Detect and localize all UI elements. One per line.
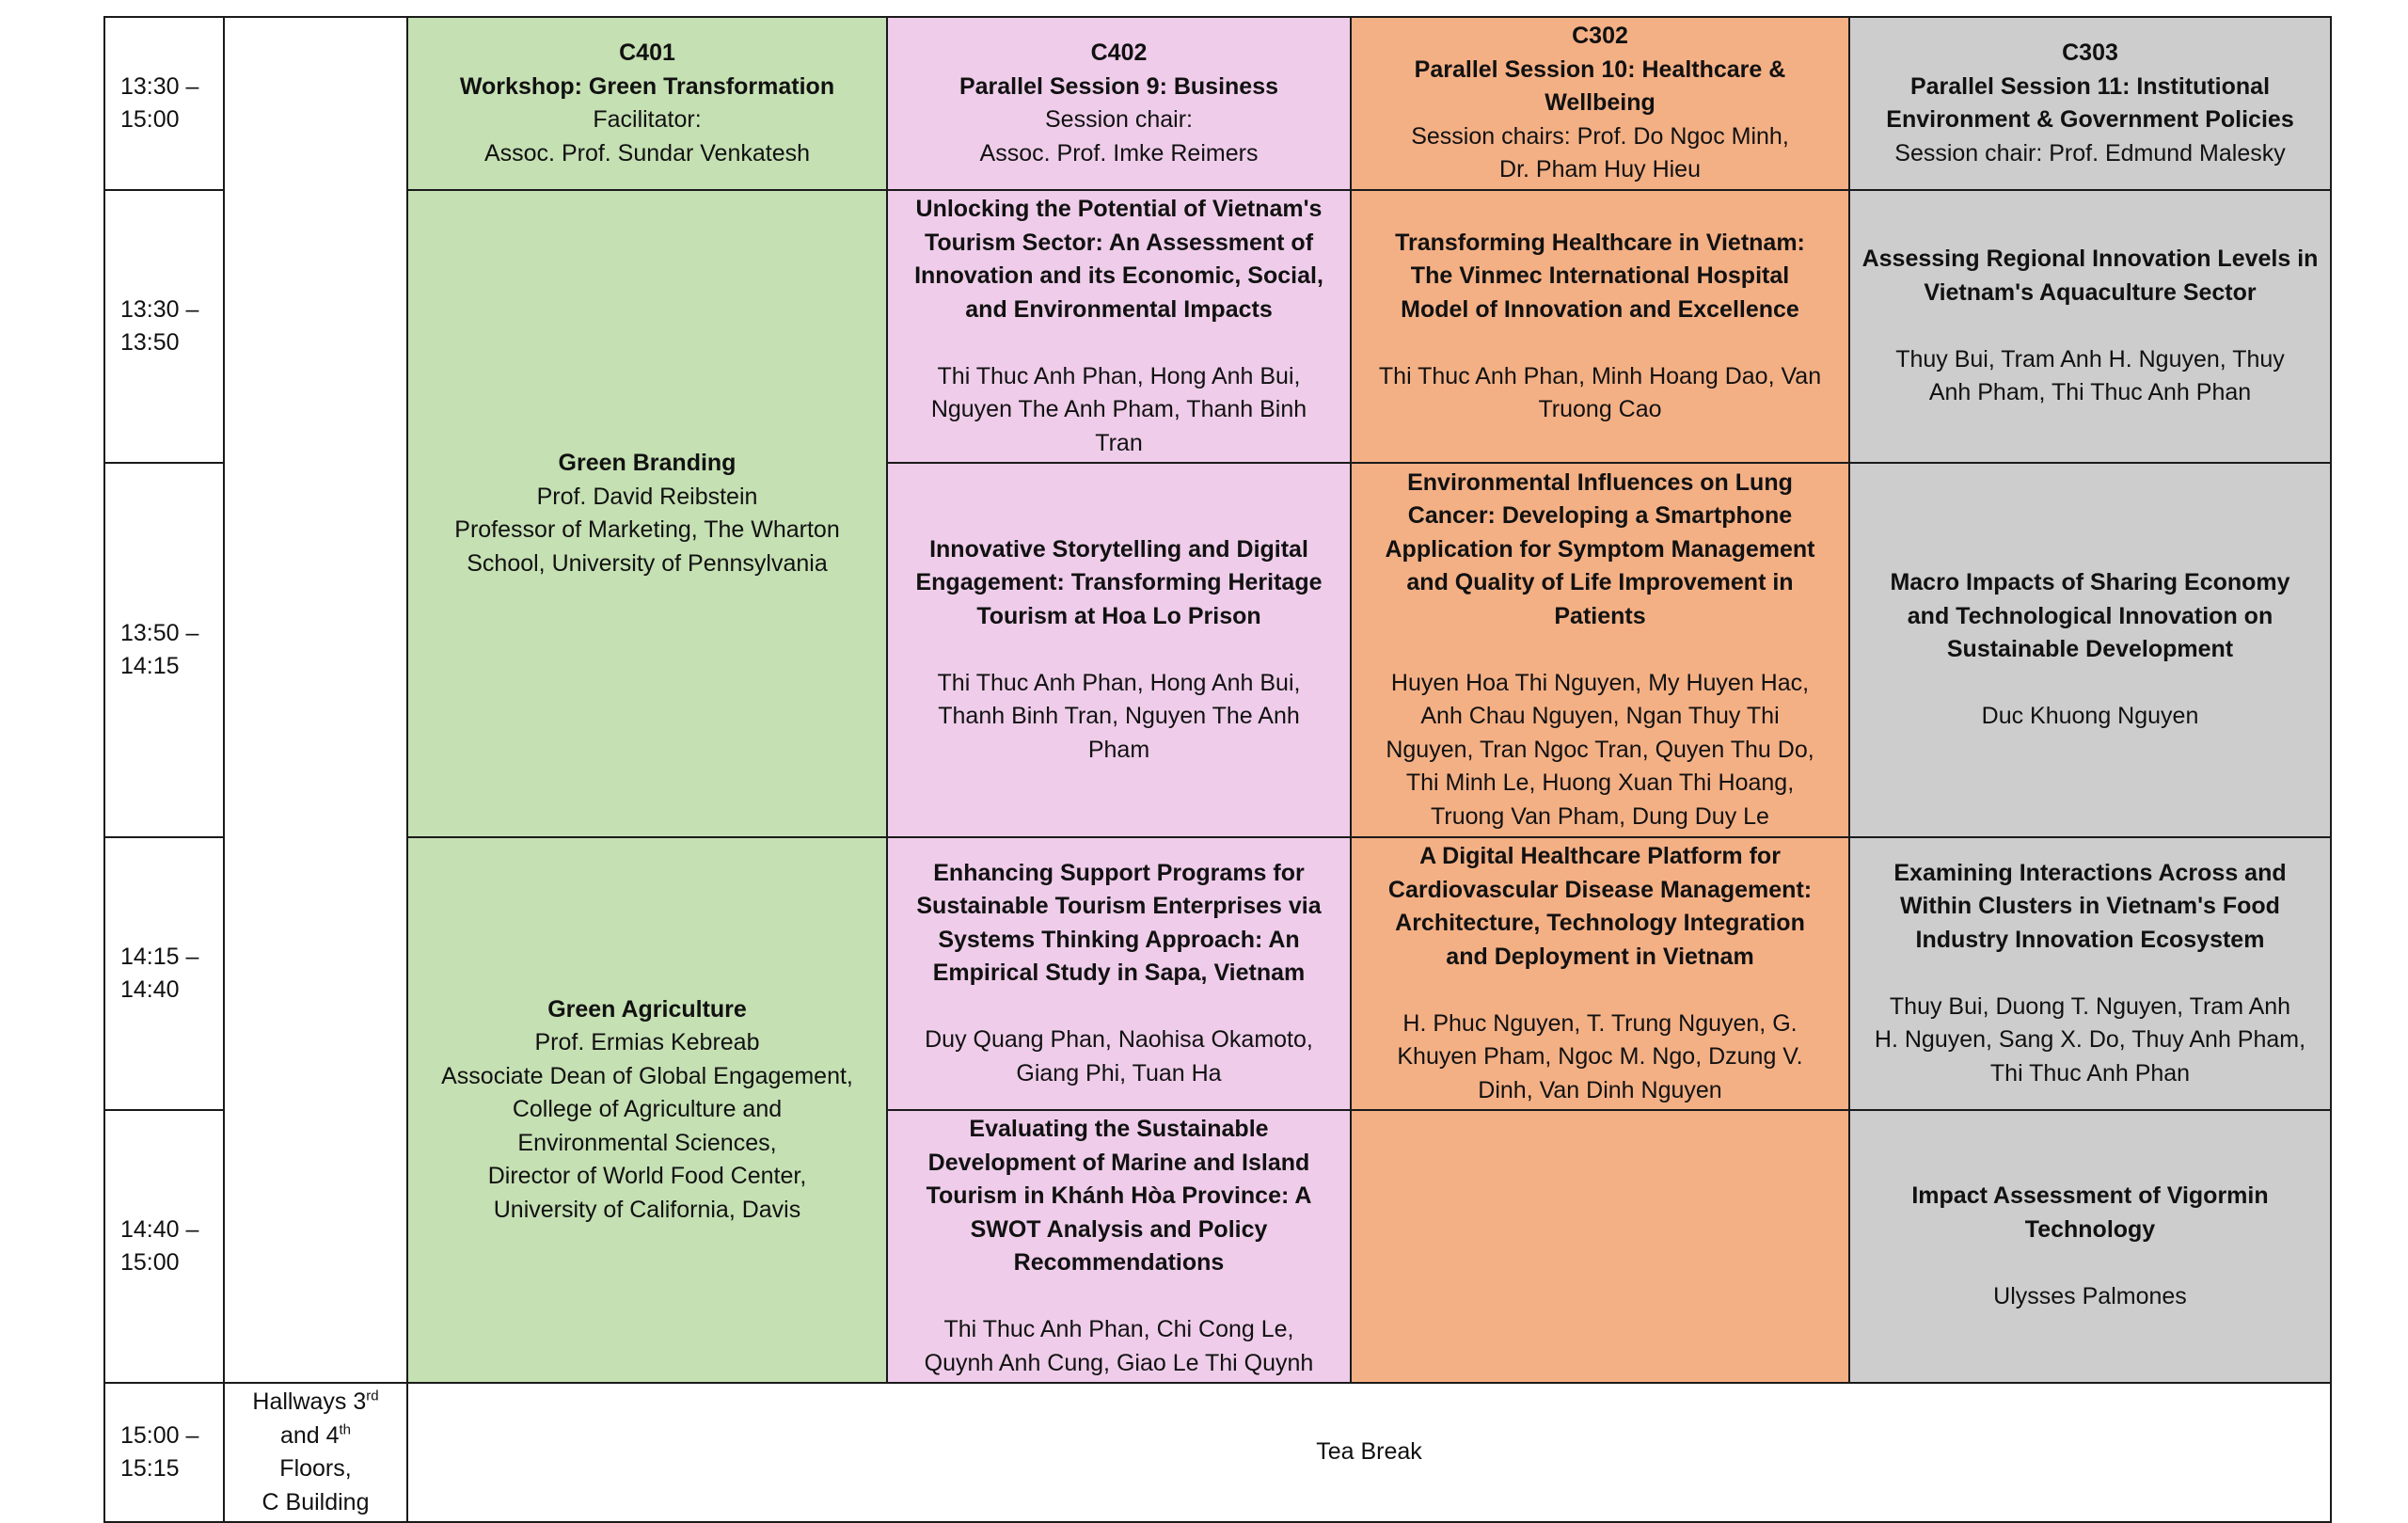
chair-name: Assoc. Prof. Sundar Venkatesh (483, 139, 811, 167)
paper-title: Transforming Healthcare in Vietnam: The Vinmec International Hospital Model of Innovation and Excellence (1395, 229, 1805, 323)
time-slot: 14:15 – 14:40 (104, 837, 224, 1110)
session-header-c402 (887, 17, 1351, 190)
room-label: C302 (1572, 23, 1628, 50)
paper-title: A Digital Healthcare Platform for Cardiovascular Disease Management: Architecture, Technology Integration and Deployment in Vietnam (1387, 843, 1813, 970)
paper-cell (1849, 837, 2331, 1110)
paper-authors: Thi Thuc Anh Phan, Hong Anh Bui, Thanh Binh Tran, Nguyen The Anh Pham (937, 669, 1301, 763)
session-title: Environment & Government Policies (1886, 106, 2294, 133)
session-header-c302 (1351, 17, 1849, 190)
paper-cell (1849, 1110, 2331, 1383)
paper-authors: Thi Thuc Anh Phan, Minh Hoang Dao, Van Truong Cao (1378, 362, 1822, 422)
paper-authors: Thuy Bui, Duong T. Nguyen, Tram Anh H. Nguyen, Sang X. Do, Thuy Anh Pham, Thi Thuc Anh Phan (1874, 992, 2306, 1087)
paper-title: Evaluating the Sustainable Development of Marine and Island Tourism in Khánh Hòa Province: A SWOT Analysis and Policy Recommendations (926, 1116, 1312, 1276)
room-label: C401 (619, 40, 675, 66)
paper-cell (887, 463, 1351, 837)
paper-cell (1351, 837, 1849, 1110)
paper-authors: Thi Thuc Anh Phan, Chi Cong Le, Quynh Anh Cung, Giao Le Thi Quynh (924, 1316, 1314, 1376)
workshop-green-branding: Green Branding Prof. David Reibstein Professor of Marketing, The Wharton School, University of Pennsylvania (407, 190, 887, 837)
paper-title: Innovative Storytelling and Digital Engagement: Transforming Heritage Tourism at Hoa Lo Prison (915, 535, 1323, 629)
paper-title: Assessing Regional Innovation Levels in Vietnam's Aquaculture Sector (1861, 246, 2319, 306)
paper-title: Unlocking the Potential of Vietnam's Tourism Sector: An Assessment of Innovation and its Economic, Social, and Environmental Impacts (914, 196, 1323, 323)
paper-title: Enhancing Support Programs for Sustainable Tourism Enterprises via Systems Thinking Approach: An Empirical Study in Sapa, Vietnam (916, 859, 1322, 987)
paper-cell (887, 837, 1351, 1110)
session-title: Parallel Session 11: Institutional (1909, 72, 2271, 100)
chair-name: Dr. Pham Huy Hieu (1499, 156, 1701, 183)
session-title: Workshop: Green Transformation (459, 72, 835, 100)
tea-break-cell (407, 1383, 2331, 1522)
paper-cell (887, 1110, 1351, 1383)
paper-cell (1849, 190, 2331, 463)
paper-authors: Thi Thuc Anh Phan, Hong Anh Bui, Nguyen The Anh Pham, Thanh Binh Tran (930, 362, 1307, 456)
schedule-table (103, 16, 2332, 1523)
session-header-row (104, 17, 2331, 190)
paper-title: Impact Assessment of Vigormin Technology (1911, 1182, 2269, 1243)
time-slot: 15:00 – 15:15 (104, 1383, 224, 1522)
room-label: C303 (2062, 40, 2118, 66)
paper-cell (887, 190, 1351, 463)
session-title: Parallel Session 10: Healthcare & (1414, 56, 1786, 83)
schedule-row (104, 837, 2331, 1110)
paper-authors: Duc Khuong Nguyen (1981, 703, 2199, 730)
workshop-title: Green Branding (558, 450, 737, 476)
session-header-c401 (407, 17, 887, 190)
workshop-title: Green Agriculture (547, 995, 747, 1023)
tea-break-row (104, 1383, 2331, 1522)
paper-title: Environmental Influences on Lung Cancer: Developing a Smartphone Application for Symptom Management and Quality of Life Improvement in Patients (1385, 468, 1815, 629)
time-slot: 13:30 – 13:50 (104, 190, 224, 463)
paper-authors: Thuy Bui, Tram Anh H. Nguyen, Thuy Anh Pham, Thi Thuc Anh Phan (1895, 345, 2285, 406)
paper-title: Examining Interactions Across and Within Clusters in Vietnam's Food Industry Innovation Ecosystem (1893, 859, 2287, 953)
paper-authors: H. Phuc Nguyen, T. Trung Nguyen, G. Khuyen Pham, Ngoc M. Ngo, Dzung V. Dinh, Van Dinh Nguyen (1397, 1009, 1803, 1103)
session-title: Wellbeing (1545, 89, 1656, 117)
chair-label: Facilitator: (593, 106, 702, 133)
chair-label: Session chair: (1044, 106, 1194, 133)
tea-break-label: Tea Break (1316, 1438, 1422, 1466)
paper-authors: Duy Quang Phan, Naohisa Okamoto, Giang Phi, Tuan Ha (925, 1026, 1313, 1087)
location-cell: Hallways 3rd and 4th Floors, C Building (224, 1383, 407, 1522)
time-slot: 14:40 – 15:00 (104, 1110, 224, 1383)
chair-name: Session chair: Prof. Edmund Malesky (1894, 139, 2286, 167)
location-cell-empty (224, 17, 407, 1383)
time-slot: 13:50 – 14:15 (104, 463, 224, 837)
paper-title: Macro Impacts of Sharing Economy and Technological Innovation on Sustainable Development (1890, 569, 2290, 663)
session-title: Parallel Session 9: Business (958, 72, 1279, 100)
workshop-green-agriculture: Green Agriculture Prof. Ermias Kebreab Associate Dean of Global Engagement, College of Agriculture and Environmental Sciences, Director of World Food Center, University of California, Davis (407, 837, 887, 1383)
paper-cell (1351, 190, 1849, 463)
empty-slot (1351, 1110, 1849, 1383)
chair-name: Assoc. Prof. Imke Reimers (979, 139, 1259, 167)
paper-cell (1351, 463, 1849, 837)
time-slot: 13:30 – 15:00 (104, 17, 224, 190)
paper-authors: Huyen Hoa Thi Nguyen, My Huyen Hac, Anh Chau Nguyen, Ngan Thuy Thi Nguyen, Tran Ngoc Tran, Quyen Thu Do, Thi Minh Le, Huong Xuan Thi Hoang, Truong Van Pham, Dung Duy Le (1386, 669, 1814, 830)
paper-authors: Ulysses Palmones (1993, 1282, 2187, 1309)
schedule-row (104, 190, 2331, 463)
chair-name: Session chairs: Prof. Do Ngoc Minh, (1411, 122, 1789, 150)
session-header-c303 (1849, 17, 2331, 190)
paper-cell (1849, 463, 2331, 837)
room-label: C402 (1090, 40, 1148, 66)
